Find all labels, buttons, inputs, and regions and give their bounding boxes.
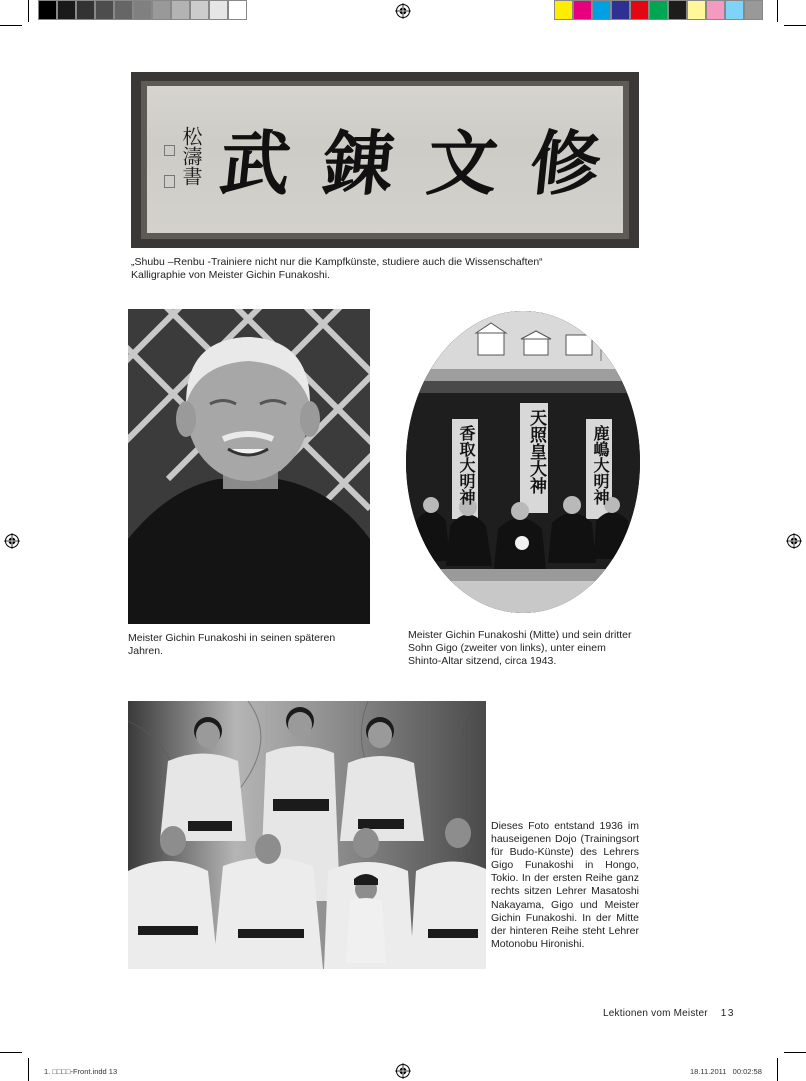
portrait-photo bbox=[128, 309, 370, 624]
color-swatch bbox=[554, 0, 573, 20]
color-swatch bbox=[668, 0, 687, 20]
calligraphy-signature: 松濤書 bbox=[179, 126, 203, 186]
color-swatch bbox=[744, 0, 763, 20]
registration-mark-icon bbox=[395, 1063, 411, 1079]
altar-banner-left: 香取大明神 bbox=[457, 425, 476, 505]
calligraphy-character: 武 bbox=[216, 121, 295, 205]
running-footer bbox=[603, 1008, 735, 1019]
color-swatch bbox=[725, 0, 744, 20]
registration-mark-icon bbox=[4, 533, 20, 549]
group-photo bbox=[128, 701, 486, 969]
crop-mark bbox=[777, 1058, 778, 1081]
crop-mark bbox=[784, 25, 806, 26]
color-swatch bbox=[38, 0, 57, 20]
color-swatch bbox=[95, 0, 114, 20]
color-swatch bbox=[133, 0, 152, 20]
caption-credit: Kalligraphie von Meister Gichin Funakoshi. bbox=[131, 269, 331, 281]
color-swatch bbox=[228, 0, 247, 20]
slug-filename: 1. □□□□-Front.indd 13 bbox=[44, 1067, 118, 1076]
color-swatch bbox=[611, 0, 630, 20]
color-swatch bbox=[114, 0, 133, 20]
registration-mark-icon bbox=[395, 3, 411, 19]
grayscale-color-bar bbox=[38, 0, 247, 20]
altar-caption: Meister Gichin Funakoshi (Mitte) und sein dritter Sohn Gigo (zweiter von links), unter einem Shinto-Altar sitzend, circa 1943. bbox=[408, 629, 632, 667]
color-swatch bbox=[152, 0, 171, 20]
calligraphy-image bbox=[131, 72, 639, 248]
color-swatch bbox=[171, 0, 190, 20]
crop-mark bbox=[28, 0, 29, 22]
color-swatch bbox=[592, 0, 611, 20]
color-swatch bbox=[209, 0, 228, 20]
registration-mark-icon bbox=[786, 533, 802, 549]
portrait-caption: Meister Gichin Funakoshi in seinen späteren Jahren. bbox=[128, 632, 336, 657]
color-swatch bbox=[630, 0, 649, 20]
slug-timestamp: 18.11.2011 00:02:58 bbox=[690, 1067, 762, 1076]
altar-banner-center: 天照皇大神 bbox=[526, 409, 546, 494]
page-number: 13 bbox=[720, 1008, 735, 1019]
calligraphy-character: 修 bbox=[526, 121, 605, 205]
crop-mark bbox=[777, 0, 778, 22]
crop-mark bbox=[0, 1052, 22, 1053]
calligraphy-character: 錬 bbox=[319, 121, 399, 205]
crop-mark bbox=[28, 1058, 29, 1081]
altar-photo bbox=[406, 311, 640, 613]
color-swatch bbox=[706, 0, 725, 20]
caption-quote: „Shubu –Renbu -Trainiere nicht nur die Kampfkünste, studiere auch die Wissenschaften“ bbox=[131, 256, 543, 268]
color-swatch bbox=[573, 0, 592, 20]
color-swatch bbox=[190, 0, 209, 20]
altar-banner-right: 鹿嶋大明神 bbox=[591, 425, 610, 505]
group-caption: Dieses Foto entstand 1936 im hauseigenen Dojo (Trainingsort für Budo-Künste) des Lehrers Gigo Funakoshi in Hongo, Tokio. In der ersten Reihe ganz rechts sitzen Lehrer Masatoshi Nakayama, Gigo und Meister Gichin Funakoshi. In der Mitte der hinteren Reihe steht Lehrer Motonobu Hironishi. bbox=[491, 820, 639, 950]
crop-mark bbox=[784, 1052, 806, 1053]
process-color-bar bbox=[554, 0, 763, 20]
color-swatch bbox=[687, 0, 706, 20]
color-swatch bbox=[57, 0, 76, 20]
color-swatch bbox=[76, 0, 95, 20]
calligraphy-character: 文 bbox=[422, 121, 502, 205]
color-swatch bbox=[649, 0, 668, 20]
footer-section-title: Lektionen vom Meister bbox=[603, 1008, 708, 1019]
crop-mark bbox=[0, 25, 22, 26]
calligraphy-caption bbox=[131, 256, 651, 282]
